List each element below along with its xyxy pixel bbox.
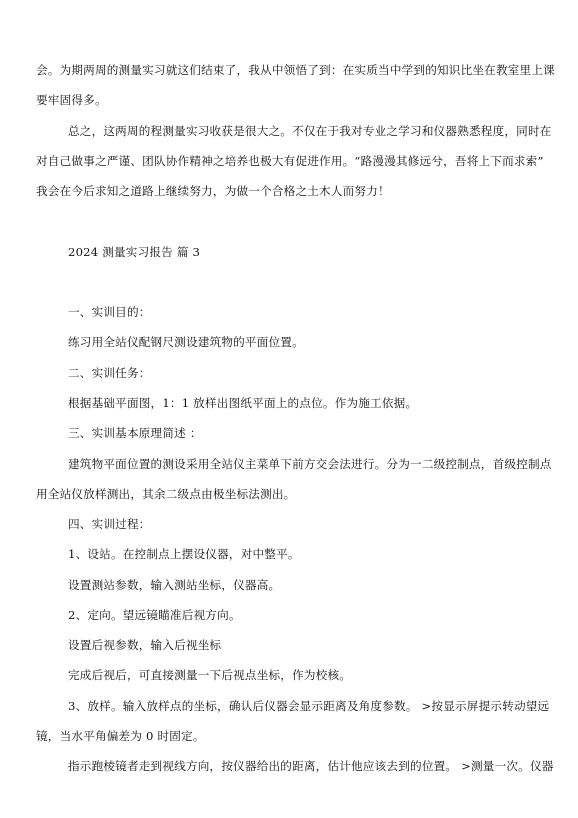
paragraph-line: 要牢固得多。	[36, 93, 107, 107]
paragraph-line: 根据基础平面图，1：1 放样出图纸平面上的点位。作为施工依据。	[68, 396, 418, 410]
paragraph-line: 练习用全站仪配钢尺测设建筑物的平面位置。	[68, 335, 304, 349]
section-heading: 一、实训目的：	[68, 305, 151, 319]
paragraph-line: 指示跑棱镜者走到视线方向，按仪器给出的距离，估计他应该去到的位置。 >测量一次。仪器	[68, 759, 554, 773]
paragraph-line: 完成后视后，可直接测量一下后视点坐标，作为校核。	[68, 668, 352, 682]
paragraph-line: 2、定向。望远镜瞄准后视方向。	[68, 608, 241, 622]
paragraph-line: 对自己做事之严谨、团队协作精神之培养也极大有促进作用。“路漫漫其修远兮，吾将上下而求索”	[36, 154, 544, 168]
paragraph-line: 设置测站参数，输入测站坐标，仪器高。	[68, 578, 281, 592]
section-title: 2024 测量实习报告 篇 3	[68, 245, 201, 259]
paragraph-line: 建筑物平面位置的测设采用全站仪主菜单下前方交会法进行。分为一二级控制点，首级控制点	[68, 457, 552, 471]
paragraph-line: 会。为期两周的测量实习就这们结束了，我从中领悟了到：在实质当中学到的知识比坐在教室里上课	[36, 63, 555, 77]
section-heading: 三、实训基本原理简述 ：	[68, 426, 202, 440]
section-heading: 二、实训任务：	[68, 366, 151, 380]
section-heading: 四、实训过程：	[68, 517, 151, 531]
paragraph-line: 用全站仪放样测出，其余二级点由极坐标法测出。	[36, 487, 296, 501]
paragraph-line: 设置后视参数，输入后视坐标	[68, 638, 222, 652]
paragraph-line: 1、设站。在控制点上摆设仪器，对中整平。	[68, 547, 300, 561]
paragraph-line: 总之，这两周的程测量实习收获是很大之。不仅在于我对专业之学习和仪器熟悉程度，同时在	[68, 124, 552, 138]
paragraph-line: 我会在今后求知之道路上继续努力，为做一个合格之土木人而努力！	[36, 184, 390, 198]
paragraph-line: 3、放样。输入放样点的坐标，确认后仪器会显示距离及角度参数。 >按显示屏提示转动望远	[68, 699, 550, 713]
paragraph-line: 镜，当水平角偏差为 0 时固定。	[36, 729, 205, 743]
